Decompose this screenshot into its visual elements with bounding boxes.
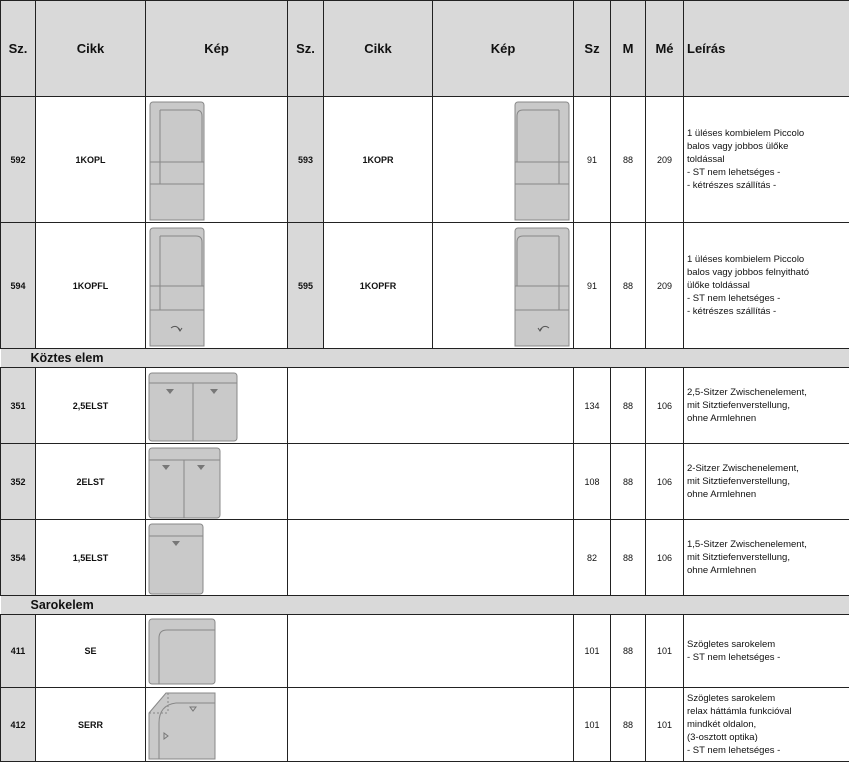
product-image xyxy=(146,615,288,688)
width-value: 101 xyxy=(574,688,611,762)
width-value: 91 xyxy=(574,97,611,223)
table-row xyxy=(1,368,849,444)
description: 1 üléses kombielem Piccolo balos vagy jobbos ülőke toldással - ST nem lehetséges - - kétrészes szállítás - xyxy=(684,97,849,223)
corner-relax-element-image xyxy=(146,689,286,761)
table-row xyxy=(1,223,849,349)
sofa-left-image xyxy=(146,98,286,222)
width-value: 108 xyxy=(574,444,611,520)
col-kep1: Kép xyxy=(146,1,288,97)
description: Szögletes sarokelem relax háttámla funkcióval mindkét oldalon, (3-osztott optika) - ST nem lehetséges - xyxy=(684,688,849,762)
depth-value: 106 xyxy=(646,520,684,596)
description: 1 üléses kombielem Piccolo balos vagy jobbos felnyitható ülőke toldással - ST nem lehetséges - - kétrészes szállítás - xyxy=(684,223,849,349)
item-code: SE xyxy=(36,615,146,688)
width-value: 134 xyxy=(574,368,611,444)
item-code: 2,5ELST xyxy=(36,368,146,444)
description: Szögletes sarokelem - ST nem lehetséges - xyxy=(684,615,849,688)
product-image xyxy=(146,520,288,596)
product-image xyxy=(433,223,574,349)
item-number: 594 xyxy=(1,223,36,349)
item-number: 354 xyxy=(1,520,36,596)
col-me: Mé xyxy=(646,1,684,97)
description: 2-Sitzer Zwischenelement, mit Sitztiefenverstellung, ohne Armlehnen xyxy=(684,444,849,520)
middle-element-2-image xyxy=(146,445,286,519)
col-leiras: Leírás xyxy=(684,1,849,97)
table-row xyxy=(1,615,849,688)
height-value: 88 xyxy=(611,444,646,520)
item-number: 593 xyxy=(288,97,324,223)
product-image xyxy=(433,97,574,223)
table-row xyxy=(1,688,849,762)
product-image xyxy=(146,368,288,444)
item-code: 1KOPFL xyxy=(36,223,146,349)
col-kep2: Kép xyxy=(433,1,574,97)
middle-element-2-5-image xyxy=(146,369,286,443)
item-code: SERR xyxy=(36,688,146,762)
col-sz2: Sz. xyxy=(288,1,324,97)
item-code: 1,5ELST xyxy=(36,520,146,596)
middle-element-1-5-image xyxy=(146,521,286,595)
col-sz: Sz xyxy=(574,1,611,97)
product-image xyxy=(146,444,288,520)
item-number: 411 xyxy=(1,615,36,688)
table-row xyxy=(1,520,849,596)
item-number: 592 xyxy=(1,97,36,223)
table-row xyxy=(1,97,849,223)
table-row xyxy=(1,444,849,520)
height-value: 88 xyxy=(611,615,646,688)
item-code: 1KOPL xyxy=(36,97,146,223)
width-value: 82 xyxy=(574,520,611,596)
description: 1,5-Sitzer Zwischenelement, mit Sitztiefenverstellung, ohne Armlehnen xyxy=(684,520,849,596)
depth-value: 101 xyxy=(646,688,684,762)
item-code: 1KOPFR xyxy=(324,223,433,349)
item-number: 595 xyxy=(288,223,324,349)
depth-value: 209 xyxy=(646,97,684,223)
product-image xyxy=(146,97,288,223)
section-header-sarokelem: Sarokelem xyxy=(1,596,849,615)
header-row xyxy=(1,1,849,97)
corner-element-image xyxy=(146,616,286,687)
item-number: 351 xyxy=(1,368,36,444)
item-number: 352 xyxy=(1,444,36,520)
item-code: 2ELST xyxy=(36,444,146,520)
height-value: 88 xyxy=(611,97,646,223)
height-value: 88 xyxy=(611,688,646,762)
item-number: 412 xyxy=(1,688,36,762)
depth-value: 101 xyxy=(646,615,684,688)
item-code: 1KOPR xyxy=(324,97,433,223)
height-value: 88 xyxy=(611,368,646,444)
product-image xyxy=(146,688,288,762)
depth-value: 106 xyxy=(646,368,684,444)
height-value: 88 xyxy=(611,223,646,349)
product-image xyxy=(146,223,288,349)
description: 2,5-Sitzer Zwischenelement, mit Sitztiefenverstellung, ohne Armlehnen xyxy=(684,368,849,444)
width-value: 101 xyxy=(574,615,611,688)
width-value: 91 xyxy=(574,223,611,349)
sofa-right-recliner-image xyxy=(433,224,573,348)
col-cikk1: Cikk xyxy=(36,1,146,97)
sofa-right-image xyxy=(433,98,573,222)
sofa-left-recliner-image xyxy=(146,224,286,348)
col-sz1: Sz. xyxy=(1,1,36,97)
col-m: M xyxy=(611,1,646,97)
col-cikk2: Cikk xyxy=(324,1,433,97)
depth-value: 106 xyxy=(646,444,684,520)
height-value: 88 xyxy=(611,520,646,596)
section-header-koztes: Köztes elem xyxy=(1,349,849,368)
depth-value: 209 xyxy=(646,223,684,349)
